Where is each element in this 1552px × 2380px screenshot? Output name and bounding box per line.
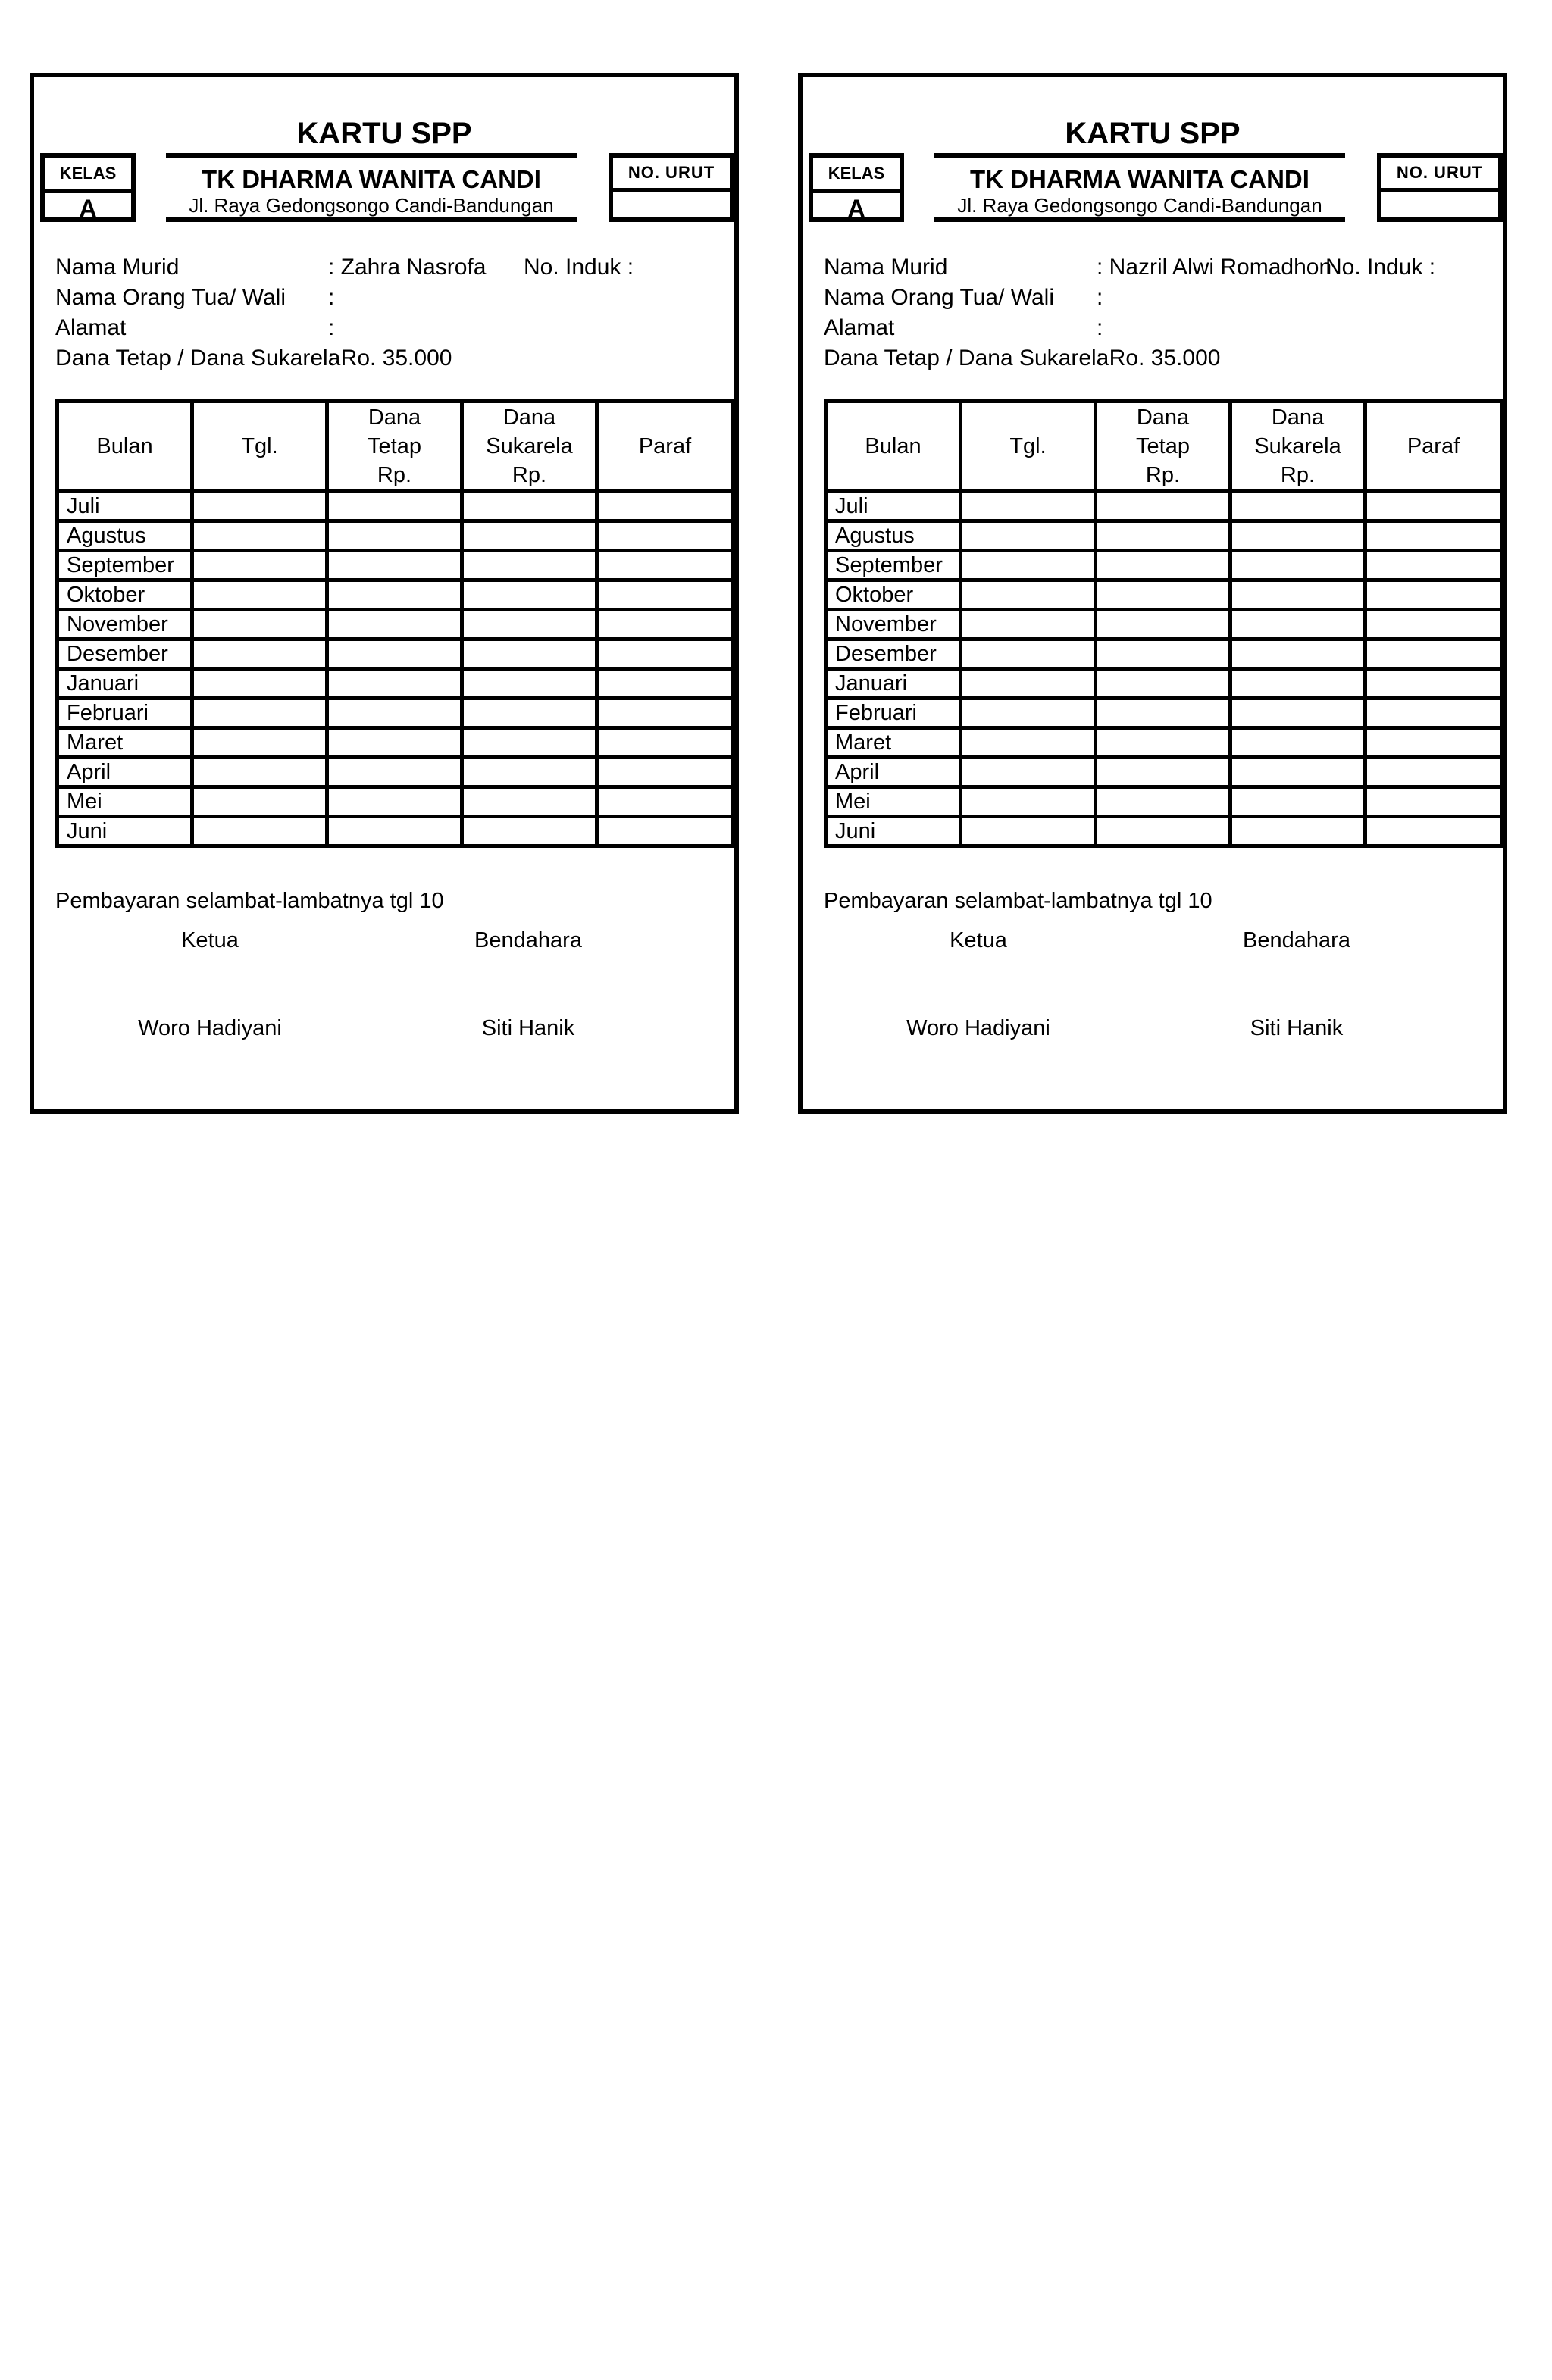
kelas-value: A	[847, 195, 865, 222]
paraf-cell	[597, 669, 734, 699]
dana-sukarela-cell	[1231, 787, 1366, 817]
nama-murid-value: : Nazril Alwi Romadhon	[1097, 255, 1332, 280]
dana-sukarela-cell	[462, 551, 597, 580]
table-row	[826, 699, 1502, 728]
table-row	[826, 787, 1502, 817]
dana-sukarela-cell	[462, 699, 597, 728]
tgl-cell	[192, 699, 327, 728]
spp-card-2	[798, 73, 1507, 1114]
table-row	[58, 787, 734, 817]
dana-sukarela-cell	[462, 817, 597, 846]
month-cell: September	[58, 551, 192, 580]
dana-tetap-cell	[327, 728, 462, 758]
student-info	[824, 253, 1491, 374]
dana-tetap-cell	[1096, 640, 1231, 669]
tgl-cell	[192, 640, 327, 669]
payment-table	[824, 399, 1504, 848]
table-row	[58, 699, 734, 728]
dana-tetap-cell	[1096, 551, 1231, 580]
paraf-cell	[1366, 758, 1502, 787]
tgl-cell	[961, 669, 1096, 699]
no-urut-box	[1377, 153, 1503, 222]
header-dana-sukarela: Dana Sukarela Rp.	[1231, 402, 1366, 492]
dana-tetap-cell	[1096, 787, 1231, 817]
table-row	[58, 610, 734, 640]
month-cell: Maret	[826, 728, 961, 758]
bendahara-title: Bendahara	[474, 928, 582, 952]
paraf-cell	[1366, 728, 1502, 758]
paraf-cell	[1366, 492, 1502, 521]
table-row	[826, 610, 1502, 640]
month-cell: Juni	[826, 817, 961, 846]
dana-sukarela-cell	[1231, 640, 1366, 669]
school-name: TK DHARMA WANITA CANDI	[202, 165, 541, 193]
kelas-box	[40, 153, 136, 222]
dana-sukarela-cell	[1231, 580, 1366, 610]
month-cell: November	[58, 610, 192, 640]
info-row-nama-ortu	[55, 283, 722, 314]
bendahara-name: Siti Hanik	[481, 1016, 575, 1040]
table-row	[58, 669, 734, 699]
table-row	[58, 640, 734, 669]
month-cell: Juni	[58, 817, 192, 846]
month-cell: April	[58, 758, 192, 787]
dana-sukarela-cell	[462, 728, 597, 758]
school-name: TK DHARMA WANITA CANDI	[970, 165, 1310, 193]
dana-tetap-cell	[1096, 817, 1231, 846]
table-row	[826, 640, 1502, 669]
paraf-cell	[597, 758, 734, 787]
nama-murid-value: : Zahra Nasrofa	[328, 255, 487, 280]
alamat-label: Alamat	[55, 315, 127, 340]
paraf-cell	[1366, 551, 1502, 580]
tgl-cell	[961, 492, 1096, 521]
dana-sukarela-cell	[462, 492, 597, 521]
month-cell: Juli	[58, 492, 192, 521]
dana-sukarela-cell	[1231, 610, 1366, 640]
month-cell: Oktober	[826, 580, 961, 610]
table-row	[58, 728, 734, 758]
alamat-value: :	[1097, 315, 1103, 340]
school-address: Jl. Raya Gedongsongo Candi-Bandungan	[957, 194, 1322, 217]
dana-sukarela-cell	[462, 610, 597, 640]
tgl-cell	[192, 492, 327, 521]
paraf-cell	[597, 728, 734, 758]
header-tgl: Tgl.	[961, 402, 1096, 492]
paraf-cell	[597, 492, 734, 521]
kelas-box	[809, 153, 904, 222]
bendahara-title: Bendahara	[1243, 928, 1350, 952]
tgl-cell	[192, 669, 327, 699]
dana-tetap-cell	[327, 580, 462, 610]
table-row	[58, 551, 734, 580]
school-header	[934, 153, 1345, 222]
month-cell: Mei	[826, 787, 961, 817]
dana-sukarela-cell	[1231, 492, 1366, 521]
month-cell: Januari	[826, 669, 961, 699]
nama-ortu-value: :	[1097, 285, 1103, 310]
tgl-cell	[192, 728, 327, 758]
nama-murid-label: Nama Murid	[824, 255, 948, 280]
paraf-cell	[1366, 640, 1502, 669]
payment-note: Pembayaran selambat-lambatnya tgl 10	[824, 889, 1212, 913]
info-row-nama-ortu	[824, 283, 1491, 314]
month-cell: Oktober	[58, 580, 192, 610]
dana-tetap-cell	[1096, 492, 1231, 521]
paraf-cell	[1366, 610, 1502, 640]
table-row	[826, 758, 1502, 787]
month-cell: Agustus	[58, 521, 192, 551]
dana-tetap-cell	[327, 551, 462, 580]
tgl-cell	[961, 610, 1096, 640]
kelas-value: A	[79, 195, 97, 222]
ketua-name: Woro Hadiyani	[906, 1016, 1050, 1040]
table-header-row	[58, 402, 734, 492]
month-cell: Januari	[58, 669, 192, 699]
info-row-dana	[824, 344, 1491, 374]
header-paraf: Paraf	[1366, 402, 1502, 492]
no-induk-label: No. Induk :	[524, 255, 634, 280]
spp-card-1	[30, 73, 739, 1114]
dana-tetap-cell	[1096, 758, 1231, 787]
table-row	[58, 492, 734, 521]
dana-tetap-cell	[327, 669, 462, 699]
table-row	[826, 551, 1502, 580]
dana-tetap-cell	[327, 640, 462, 669]
dana-sukarela-cell	[462, 580, 597, 610]
dana-sukarela-cell	[462, 640, 597, 669]
month-cell: Agustus	[826, 521, 961, 551]
paraf-cell	[597, 580, 734, 610]
table-row	[826, 817, 1502, 846]
dana-tetap-cell	[327, 699, 462, 728]
dana-label: Dana Tetap / Dana Sukarela	[55, 346, 341, 371]
info-row-dana	[55, 344, 722, 374]
table-body	[826, 492, 1502, 846]
dana-tetap-cell	[327, 492, 462, 521]
paraf-cell	[597, 787, 734, 817]
table-row	[826, 492, 1502, 521]
tgl-cell	[961, 640, 1096, 669]
nama-ortu-label: Nama Orang Tua/ Wali	[824, 285, 1054, 310]
header-bulan: Bulan	[826, 402, 961, 492]
month-cell: Desember	[58, 640, 192, 669]
table-row	[826, 521, 1502, 551]
card-title: KARTU SPP	[296, 117, 472, 150]
alamat-label: Alamat	[824, 315, 895, 340]
dana-tetap-cell	[1096, 669, 1231, 699]
tgl-cell	[961, 699, 1096, 728]
dana-value: : Ro. 35.000	[1097, 346, 1221, 371]
dana-tetap-cell	[1096, 699, 1231, 728]
paraf-cell	[597, 640, 734, 669]
paraf-cell	[1366, 521, 1502, 551]
nama-ortu-value: :	[328, 285, 335, 310]
table-row	[826, 669, 1502, 699]
month-cell: Maret	[58, 728, 192, 758]
payment-table	[55, 399, 735, 848]
dana-tetap-cell	[1096, 521, 1231, 551]
no-induk-label: No. Induk :	[1325, 255, 1436, 280]
tgl-cell	[961, 758, 1096, 787]
dana-sukarela-cell	[462, 521, 597, 551]
info-row-nama-murid	[55, 253, 722, 283]
dana-tetap-cell	[327, 817, 462, 846]
dana-sukarela-cell	[1231, 669, 1366, 699]
table-row	[826, 728, 1502, 758]
no-urut-box	[609, 153, 734, 222]
ketua-title: Ketua	[181, 928, 239, 952]
dana-sukarela-cell	[1231, 551, 1366, 580]
dana-sukarela-cell	[1231, 521, 1366, 551]
dana-sukarela-cell	[1231, 758, 1366, 787]
school-header	[166, 153, 577, 222]
dana-tetap-cell	[327, 610, 462, 640]
no-urut-label: NO. URUT	[1381, 158, 1498, 192]
nama-ortu-label: Nama Orang Tua/ Wali	[55, 285, 286, 310]
ketua-title: Ketua	[950, 928, 1007, 952]
school-address: Jl. Raya Gedongsongo Candi-Bandungan	[189, 194, 554, 217]
table-row	[58, 758, 734, 787]
table-row	[58, 817, 734, 846]
tgl-cell	[961, 580, 1096, 610]
info-row-nama-murid	[824, 253, 1491, 283]
paraf-cell	[1366, 580, 1502, 610]
card-title: KARTU SPP	[1065, 117, 1241, 150]
paraf-cell	[597, 699, 734, 728]
tgl-cell	[192, 521, 327, 551]
dana-sukarela-cell	[1231, 728, 1366, 758]
dana-sukarela-cell	[462, 758, 597, 787]
header-tgl: Tgl.	[192, 402, 327, 492]
tgl-cell	[192, 758, 327, 787]
dana-label: Dana Tetap / Dana Sukarela	[824, 346, 1109, 371]
dana-tetap-cell	[1096, 728, 1231, 758]
month-cell: November	[826, 610, 961, 640]
paraf-cell	[1366, 669, 1502, 699]
paraf-cell	[597, 817, 734, 846]
header-bulan: Bulan	[58, 402, 192, 492]
header-dana-sukarela: Dana Sukarela Rp.	[462, 402, 597, 492]
dana-tetap-cell	[1096, 610, 1231, 640]
student-info	[55, 253, 722, 374]
dana-sukarela-cell	[1231, 699, 1366, 728]
month-cell: Februari	[826, 699, 961, 728]
header-paraf: Paraf	[597, 402, 734, 492]
table-header-row	[826, 402, 1502, 492]
month-cell: Mei	[58, 787, 192, 817]
paraf-cell	[1366, 787, 1502, 817]
dana-sukarela-cell	[462, 669, 597, 699]
tgl-cell	[192, 551, 327, 580]
paraf-cell	[597, 551, 734, 580]
tgl-cell	[961, 787, 1096, 817]
info-row-alamat	[55, 314, 722, 344]
tgl-cell	[961, 728, 1096, 758]
tgl-cell	[192, 787, 327, 817]
tgl-cell	[192, 580, 327, 610]
dana-sukarela-cell	[1231, 817, 1366, 846]
alamat-value: :	[328, 315, 335, 340]
table-row	[826, 580, 1502, 610]
info-row-alamat	[824, 314, 1491, 344]
paraf-cell	[1366, 699, 1502, 728]
tgl-cell	[961, 817, 1096, 846]
kelas-label: KELAS	[813, 158, 900, 193]
kelas-label: KELAS	[45, 158, 131, 193]
month-cell: September	[826, 551, 961, 580]
paraf-cell	[597, 521, 734, 551]
tgl-cell	[192, 610, 327, 640]
paraf-cell	[597, 610, 734, 640]
dana-tetap-cell	[327, 521, 462, 551]
table-row	[58, 580, 734, 610]
month-cell: April	[826, 758, 961, 787]
ketua-name: Woro Hadiyani	[138, 1016, 282, 1040]
payment-note: Pembayaran selambat-lambatnya tgl 10	[55, 889, 444, 913]
dana-sukarela-cell	[462, 787, 597, 817]
header-dana-tetap: Dana Tetap Rp.	[327, 402, 462, 492]
dana-tetap-cell	[327, 758, 462, 787]
no-urut-label: NO. URUT	[613, 158, 730, 192]
month-cell: Februari	[58, 699, 192, 728]
tgl-cell	[192, 817, 327, 846]
header-dana-tetap: Dana Tetap Rp.	[1096, 402, 1231, 492]
tgl-cell	[961, 521, 1096, 551]
month-cell: Juli	[826, 492, 961, 521]
bendahara-name: Siti Hanik	[1250, 1016, 1344, 1040]
tgl-cell	[961, 551, 1096, 580]
dana-tetap-cell	[1096, 580, 1231, 610]
nama-murid-label: Nama Murid	[55, 255, 180, 280]
month-cell: Desember	[826, 640, 961, 669]
paraf-cell	[1366, 817, 1502, 846]
dana-value: : Ro. 35.000	[328, 346, 452, 371]
table-row	[58, 521, 734, 551]
table-body	[58, 492, 734, 846]
dana-tetap-cell	[327, 787, 462, 817]
